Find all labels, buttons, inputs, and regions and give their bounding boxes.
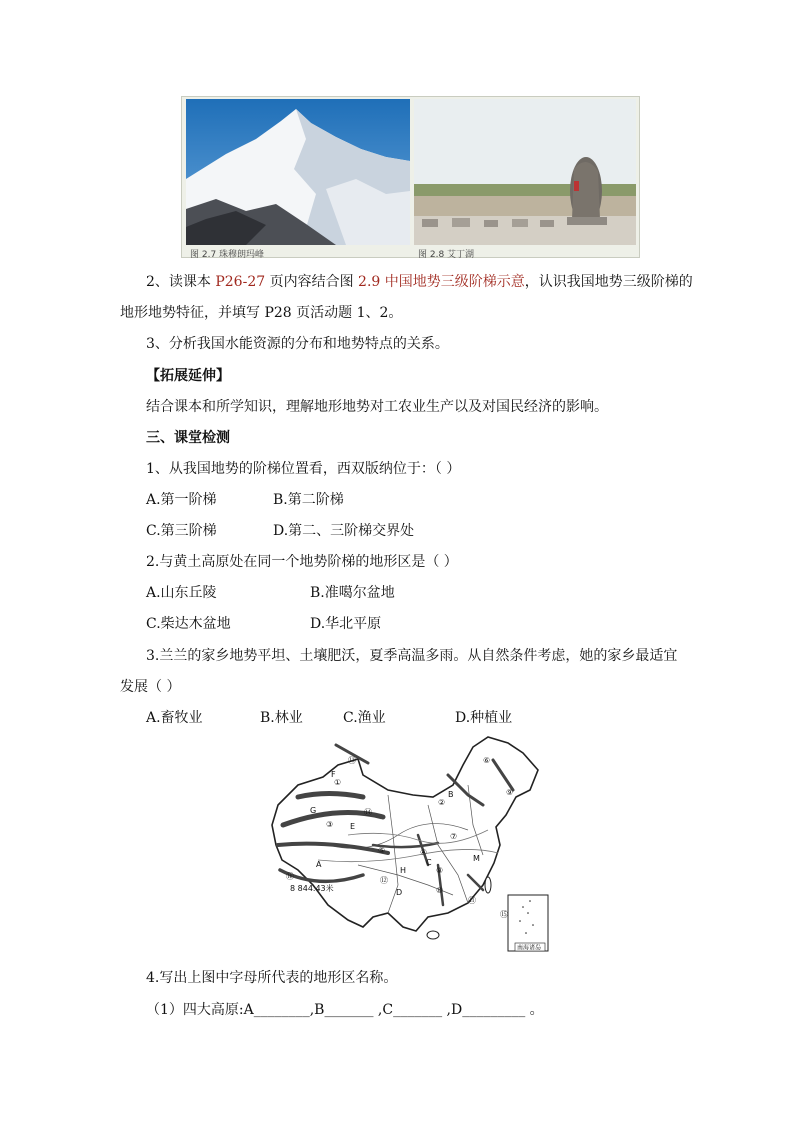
map-letter-f: F (331, 770, 336, 779)
map-letter-g: G (310, 806, 317, 815)
map-num-10: ⑩ (436, 886, 444, 895)
map-num-16: ⑯ (286, 872, 294, 881)
q2-option-b: B.准噶尔盆地 (310, 585, 395, 601)
map-num-5: ⑤ (378, 846, 386, 855)
map-num-1: ① (334, 778, 342, 787)
item-2-line-1 (146, 271, 693, 291)
item-2-line-2: 地形地势特征，并填写 P28 页活动题 1、2。 (120, 305, 403, 321)
map-num-15: ⑮ (500, 910, 508, 919)
map-letter-h: H (400, 866, 407, 875)
map-letter-e: E (350, 822, 356, 831)
map-num-8: ⑧ (436, 866, 444, 875)
map-num-2: ② (438, 798, 446, 807)
item-3: 3、分析我国水能资源的分布和地势特点的关系。 (146, 336, 449, 352)
q1-option-d: D.第二、三阶梯交界处 (273, 523, 415, 539)
q3-option-b: B.林业 (260, 710, 303, 726)
photo-strip (181, 96, 640, 258)
extension-heading: 【拓展延伸】 (146, 368, 230, 384)
map-num-4: ④ (420, 848, 428, 857)
q1-option-c: C.第三阶梯 (146, 523, 217, 539)
question-4: 4.写出上图中字母所代表的地形区名称。 (146, 970, 398, 986)
q3-option-c: C.渔业 (343, 710, 386, 726)
map-letter-d: D (396, 888, 403, 897)
item-2-text-2: 页内容结合图 (265, 274, 359, 290)
q2-option-a: A.山东丘陵 (146, 585, 217, 601)
question-3-line-1: 3.兰兰的家乡地势平坦、土壤肥沃，夏季高温多雨。从自然条件考虑，她的家乡最适宜 (146, 648, 678, 664)
map-letter-a: A (316, 860, 322, 869)
map-num-9: ⑨ (506, 788, 514, 797)
q3-option-d: D.种植业 (455, 710, 513, 726)
extension-body: 结合课本和所学知识，理解地形地势对工农业生产以及对国民经济的影响。 (146, 399, 608, 415)
map-letter-b: B (448, 790, 454, 799)
map-num-7: ⑦ (450, 832, 458, 841)
caption-everest: 图 2.7 珠穆朗玛峰 (190, 250, 265, 260)
item-2-text-3: ，认识我国地势三级阶梯的 (524, 274, 693, 290)
question-3-line-2: 发展（ ） (120, 679, 181, 695)
item-2-figure-ref: 2.9 中国地势三级阶梯示意 (358, 274, 525, 290)
question-1: 1、从我国地势的阶梯位置看，西双版纳位于：（ ） (146, 461, 461, 477)
everest-photo (186, 99, 410, 245)
map-peak-label: 8 844.43米 (290, 884, 334, 893)
question-2: 2.与黄土高原处在同一个地势阶梯的地形区是（ ） (146, 554, 458, 570)
map-num-13: ⑬ (348, 756, 356, 765)
q3-option-a: A.畜牧业 (146, 710, 203, 726)
inset-label: 南海诸岛 (517, 944, 542, 952)
china-terrain-map (268, 735, 550, 959)
map-num-3: ③ (326, 820, 334, 829)
question-4-part-1: （1）四大高原:A________,B_______ ,C_______ ,D_________ 。 (146, 1002, 544, 1018)
q2-option-c: C.柴达木盆地 (146, 616, 231, 632)
map-num-6: ⑥ (483, 756, 491, 765)
section-3-heading: 三、课堂检测 (146, 430, 230, 446)
item-2-pages: P26-27 (215, 274, 266, 290)
map-num-12: ⑫ (380, 876, 388, 885)
map-num-14: ⑭ (364, 808, 372, 817)
q1-option-a: A.第一阶梯 (146, 492, 217, 508)
map-letter-c: C (426, 858, 432, 867)
q1-option-b: B.第二阶梯 (273, 492, 344, 508)
caption-aiding-lake: 图 2.8 艾丁湖 (418, 250, 475, 260)
q2-option-d: D.华北平原 (310, 616, 382, 632)
aiding-lake-photo (414, 99, 636, 245)
item-2-text: 2、读课本 (146, 274, 216, 290)
map-num-11: ⑪ (468, 896, 476, 905)
map-letter-m: M (473, 854, 480, 863)
